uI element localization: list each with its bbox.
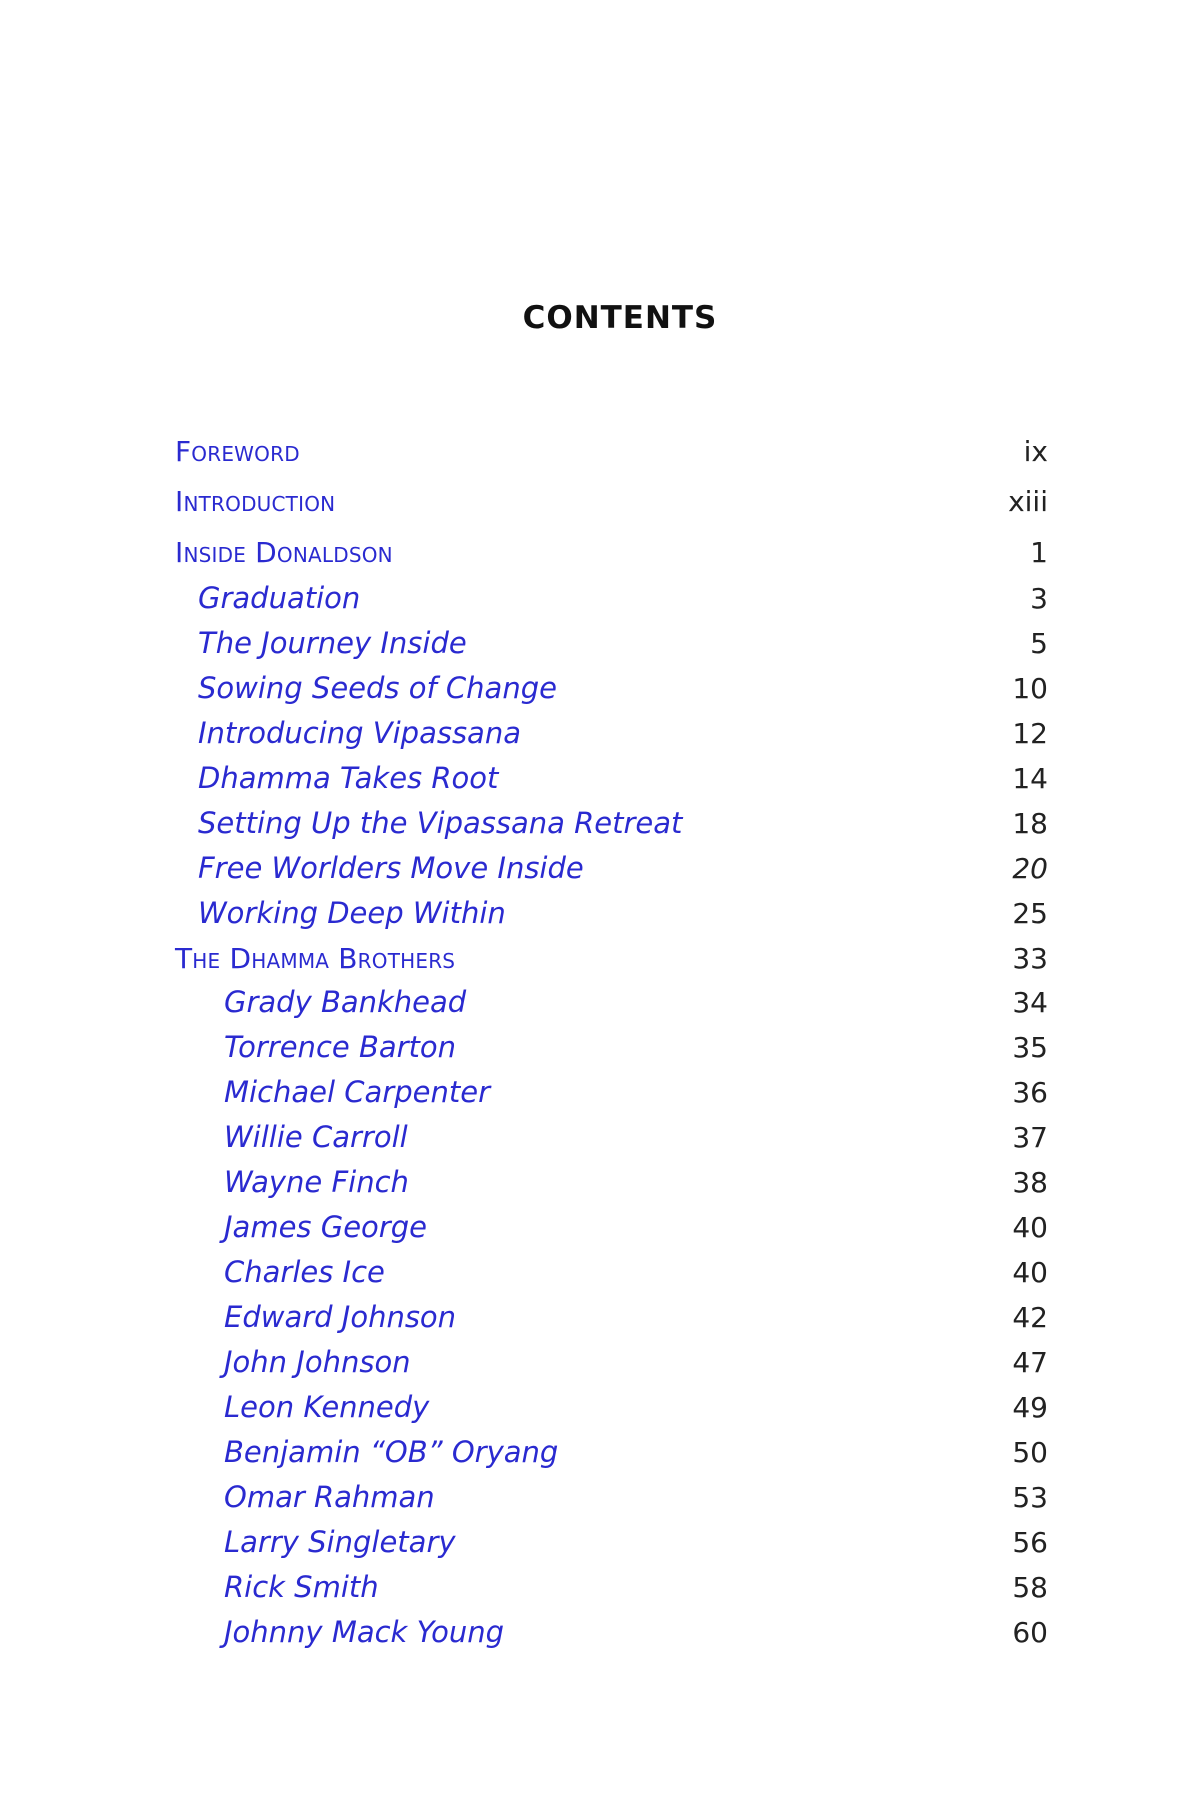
page-number: 58: [1012, 1571, 1048, 1604]
page-number: 37: [1012, 1121, 1048, 1154]
toc-entry-rick-smith[interactable]: [0, 1566, 1200, 1610]
toc-entry-john-johnson[interactable]: [0, 1341, 1200, 1385]
page-number: 20: [1012, 852, 1048, 885]
toc-entry-leon-kennedy[interactable]: [0, 1386, 1200, 1430]
page-number: 3: [1030, 582, 1048, 615]
page-number: 36: [1012, 1076, 1048, 1109]
toc-entry-introducing-vipassana[interactable]: [0, 712, 1200, 756]
toc-entry-foreword[interactable]: [0, 430, 1200, 474]
page-number: 18: [1012, 807, 1048, 840]
toc-entry-working-deep-within[interactable]: [0, 892, 1200, 936]
toc-link[interactable]: Edward Johnson: [224, 1300, 457, 1334]
toc-entry-introduction[interactable]: [0, 480, 1200, 524]
page-title: CONTENTS: [522, 300, 718, 336]
toc-entry-wayne-finch[interactable]: [0, 1161, 1200, 1205]
toc-entry-benjamin-oryang[interactable]: [0, 1431, 1200, 1475]
toc-entry-willie-carroll[interactable]: [0, 1116, 1200, 1160]
page-number: 25: [1012, 897, 1048, 930]
toc-link[interactable]: Rick Smith: [224, 1570, 379, 1604]
toc-link[interactable]: Free Worlders Move Inside: [198, 851, 584, 885]
toc-entry-dhamma-brothers[interactable]: [0, 937, 1200, 981]
page-number: 5: [1030, 627, 1048, 660]
toc-link[interactable]: Sowing Seeds of Change: [198, 671, 557, 705]
toc-link[interactable]: Introducing Vipassana: [198, 716, 521, 750]
page-number: 49: [1012, 1391, 1048, 1424]
toc-link[interactable]: Willie Carroll: [224, 1120, 408, 1154]
toc-link[interactable]: Omar Rahman: [224, 1480, 435, 1514]
toc-entry-graduation[interactable]: [0, 577, 1200, 621]
toc-link[interactable]: John Johnson: [224, 1345, 411, 1379]
toc-entry-journey-inside[interactable]: [0, 622, 1200, 666]
toc-entry-michael-carpenter[interactable]: [0, 1071, 1200, 1115]
toc-entry-johnny-mack-young[interactable]: [0, 1611, 1200, 1655]
toc-link[interactable]: Charles Ice: [224, 1255, 385, 1289]
page-number: 14: [1012, 762, 1048, 795]
page-number: 42: [1012, 1301, 1048, 1334]
toc-link[interactable]: Inside Donaldson: [175, 536, 393, 569]
toc-link[interactable]: The Dhamma Brothers: [175, 942, 456, 975]
page-number: 38: [1012, 1166, 1048, 1199]
page-number: 53: [1012, 1481, 1048, 1514]
toc-link[interactable]: Torrence Barton: [224, 1030, 457, 1064]
toc-link[interactable]: Michael Carpenter: [224, 1075, 490, 1109]
toc-link[interactable]: Foreword: [175, 435, 300, 468]
page-number: 47: [1012, 1346, 1048, 1379]
toc-link[interactable]: Setting Up the Vipassana Retreat: [198, 806, 683, 840]
toc-entry-james-george[interactable]: [0, 1206, 1200, 1250]
toc-entry-inside-donaldson[interactable]: [0, 531, 1200, 575]
toc-entry-grady-bankhead[interactable]: [0, 981, 1200, 1025]
page-number: 40: [1012, 1256, 1048, 1289]
page-number: 60: [1012, 1616, 1048, 1649]
toc-link[interactable]: Introduction: [175, 485, 336, 518]
toc-entry-free-worlders[interactable]: [0, 847, 1200, 891]
page-number: 40: [1012, 1211, 1048, 1244]
page-number: 12: [1012, 717, 1048, 750]
toc-link[interactable]: Wayne Finch: [224, 1165, 409, 1199]
toc-link[interactable]: The Journey Inside: [198, 626, 467, 660]
toc-link[interactable]: Dhamma Takes Root: [198, 761, 499, 795]
toc-entry-torrence-barton[interactable]: [0, 1026, 1200, 1070]
toc-link[interactable]: Graduation: [198, 581, 361, 615]
toc-link[interactable]: Larry Singletary: [224, 1525, 456, 1559]
toc-link[interactable]: Grady Bankhead: [224, 985, 467, 1019]
toc-entry-dhamma-takes-root[interactable]: [0, 757, 1200, 801]
page-number: 34: [1012, 986, 1048, 1019]
toc-link[interactable]: Benjamin “OB” Oryang: [224, 1435, 559, 1469]
page-number: ix: [1023, 435, 1048, 468]
page-number: 50: [1012, 1436, 1048, 1469]
page-number: 10: [1012, 672, 1048, 705]
toc-entry-charles-ice[interactable]: [0, 1251, 1200, 1295]
toc-link[interactable]: Working Deep Within: [198, 896, 506, 930]
toc-entry-sowing-seeds[interactable]: [0, 667, 1200, 711]
toc-link[interactable]: James George: [224, 1210, 427, 1244]
toc-entry-larry-singletary[interactable]: [0, 1521, 1200, 1565]
page-number: 35: [1012, 1031, 1048, 1064]
page-number: 56: [1012, 1526, 1048, 1559]
page-number: 1: [1030, 536, 1048, 569]
page-number: 33: [1012, 942, 1048, 975]
toc-link[interactable]: Leon Kennedy: [224, 1390, 430, 1424]
toc-entry-edward-johnson[interactable]: [0, 1296, 1200, 1340]
toc-entry-setting-up-retreat[interactable]: [0, 802, 1200, 846]
page-number: xiii: [1008, 485, 1048, 518]
toc-link[interactable]: Johnny Mack Young: [224, 1615, 505, 1649]
toc-entry-omar-rahman[interactable]: [0, 1476, 1200, 1520]
